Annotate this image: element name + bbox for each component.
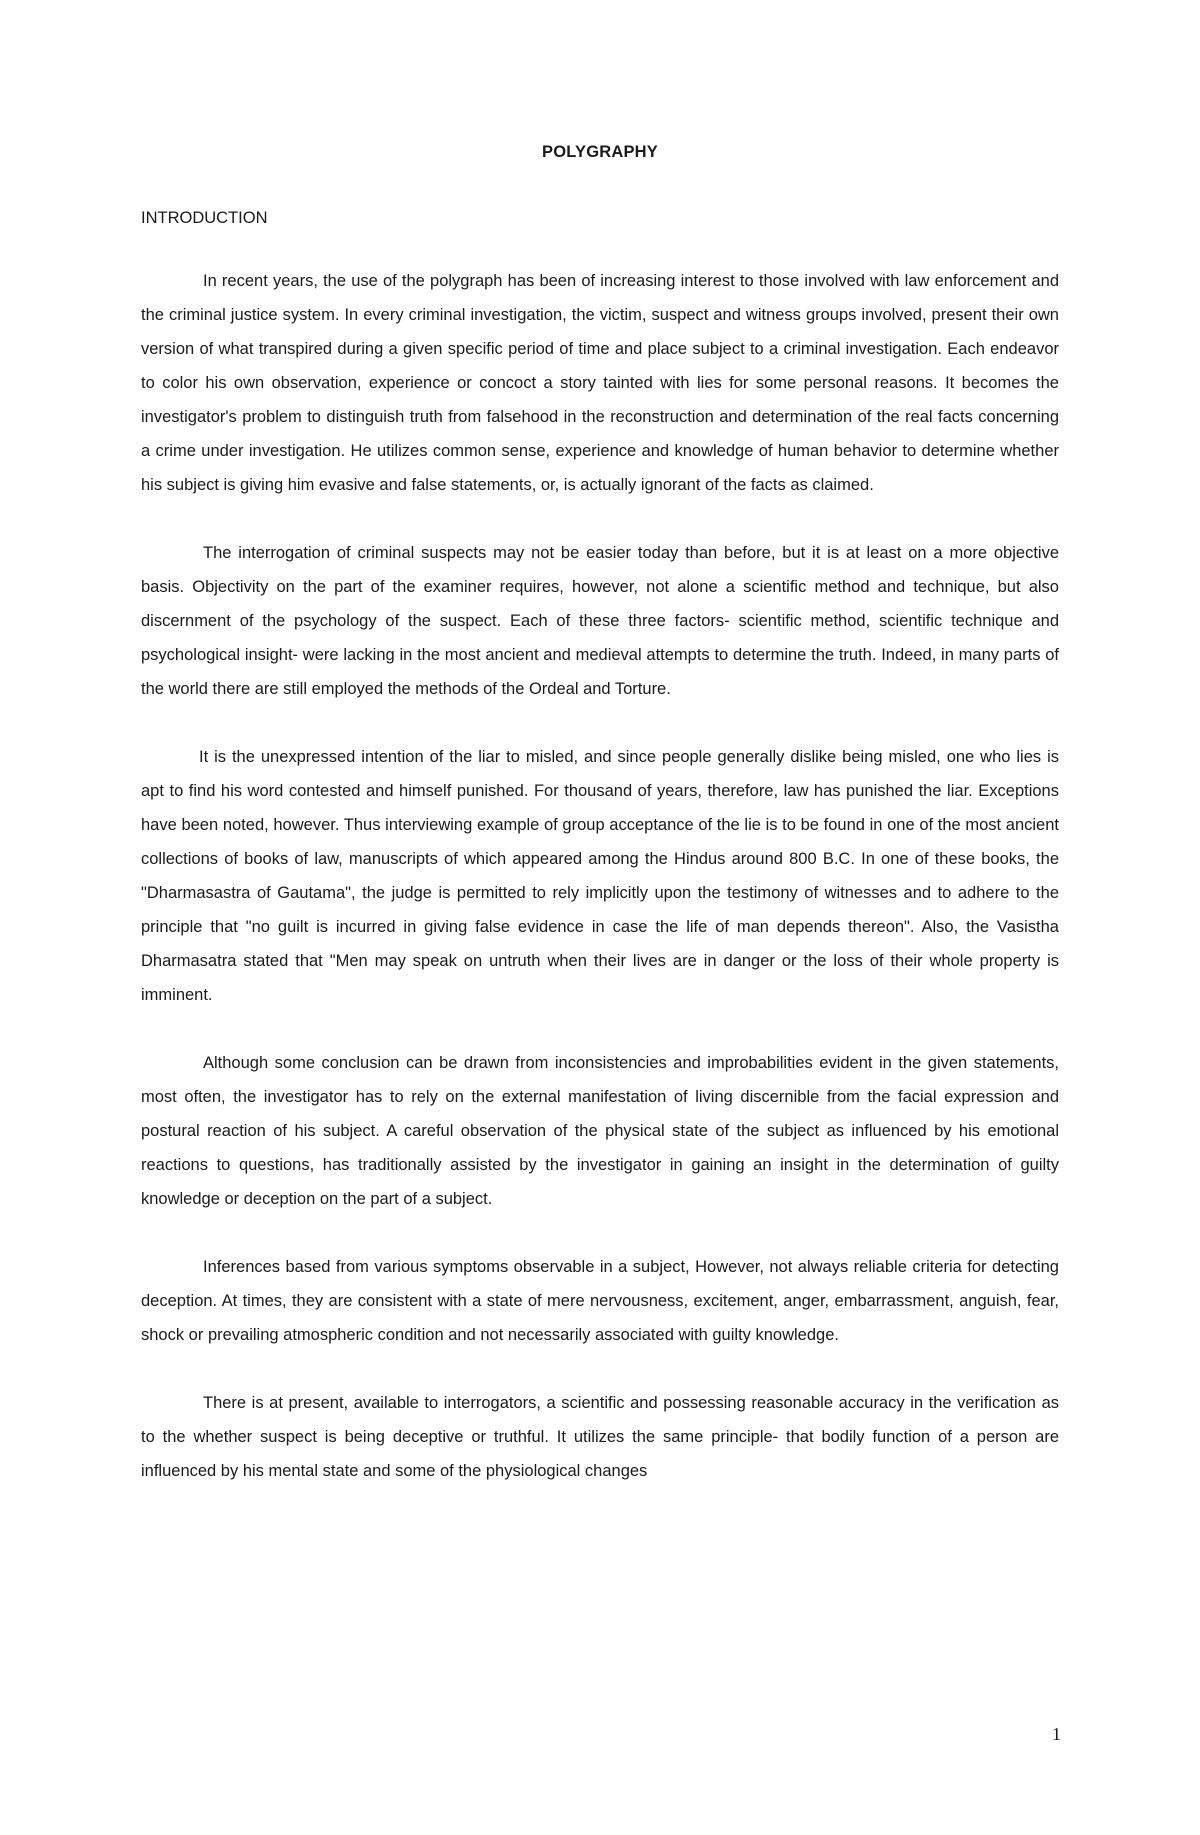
paragraph-3: It is the unexpressed intention of the liar to misled, and since people generally dislike being misled, one who lies is apt to find his word contested and himself punished. For thousand of years, therefore, law has punished the liar. Exceptions have been noted, however. Thus interviewing example of group acceptance of the lie is to be found in one of the most ancient collections of books of law, manuscripts of which appeared among the Hindus around 800 B.C. In one of these books, the "Dharmasastra of Gautama", the judge is permitted to rely implicitly upon the testimony of witnesses and to adhere to the principle that "no guilt is incurred in giving false evidence in case the life of man depends thereon". Also, the Vasistha Dharmasatra stated that "Men may speak on untruth when their lives are in danger or the loss of their whole property is imminent. bbox=[141, 748, 1059, 1004]
document-title: POLYGRAPHY bbox=[541, 143, 658, 161]
paragraph-2: The interrogation of criminal suspects may not be easier today than before, but it is at least on a more objective basis. Objectivity on the part of the examiner requires, however, not alone a scientific method and technique, but also discernment of the psychology of the suspect. Each of these three factors- scientific method, scientific technique and psychological insight- were lacking in the most ancient and medieval attempts to determine the truth. Indeed, in many parts of the world there are still employed the methods of the Ordeal and Torture. bbox=[141, 544, 1059, 698]
paragraph-4: Although some conclusion can be drawn from inconsistencies and improbabilities evident in the given statements, most often, the investigator has to rely on the external manifestation of living discernible from the facial expression and postural reaction of his subject. A careful observation of the physical state of the subject as influenced by his emotional reactions to questions, has traditionally assisted by the investigator in gaining an insight in the determination of guilty knowledge or deception on the part of a subject. bbox=[141, 1054, 1059, 1208]
paragraph-1: In recent years, the use of the polygraph has been of increasing interest to those involved with law enforcement and the criminal justice system. In every criminal investigation, the victim, suspect and witness groups involved, present their own version of what transpired during a given specific period of time and place subject to a criminal investigation. Each endeavor to color his own observation, experience or concoct a story tainted with lies for some personal reasons. It becomes the investigator's problem to distinguish truth from falsehood in the reconstruction and determination of the real facts concerning a crime under investigation. He utilizes common sense, experience and knowledge of human behavior to determine whether his subject is giving him evasive and false statements, or, is actually ignorant of the facts as claimed. bbox=[141, 272, 1059, 494]
section-heading: INTRODUCTION bbox=[141, 209, 268, 227]
page-number: 1 bbox=[1052, 1724, 1061, 1744]
document-page bbox=[141, 140, 1059, 1522]
paragraph-6: There is at present, available to interrogators, a scientific and possessing reasonable accuracy in the verification as to the whether suspect is being deceptive or truthful. It utilizes the same principle- that bodily function of a person are influenced by his mental state and some of the physiological changes bbox=[141, 1394, 1059, 1480]
paragraph-5: Inferences based from various symptoms observable in a subject, However, not always reliable criteria for detecting deception. At times, they are consistent with a state of mere nervousness, excitement, anger, embarrassment, anguish, fear, shock or prevailing atmospheric condition and not necessarily associated with guilty knowledge. bbox=[141, 1258, 1059, 1344]
